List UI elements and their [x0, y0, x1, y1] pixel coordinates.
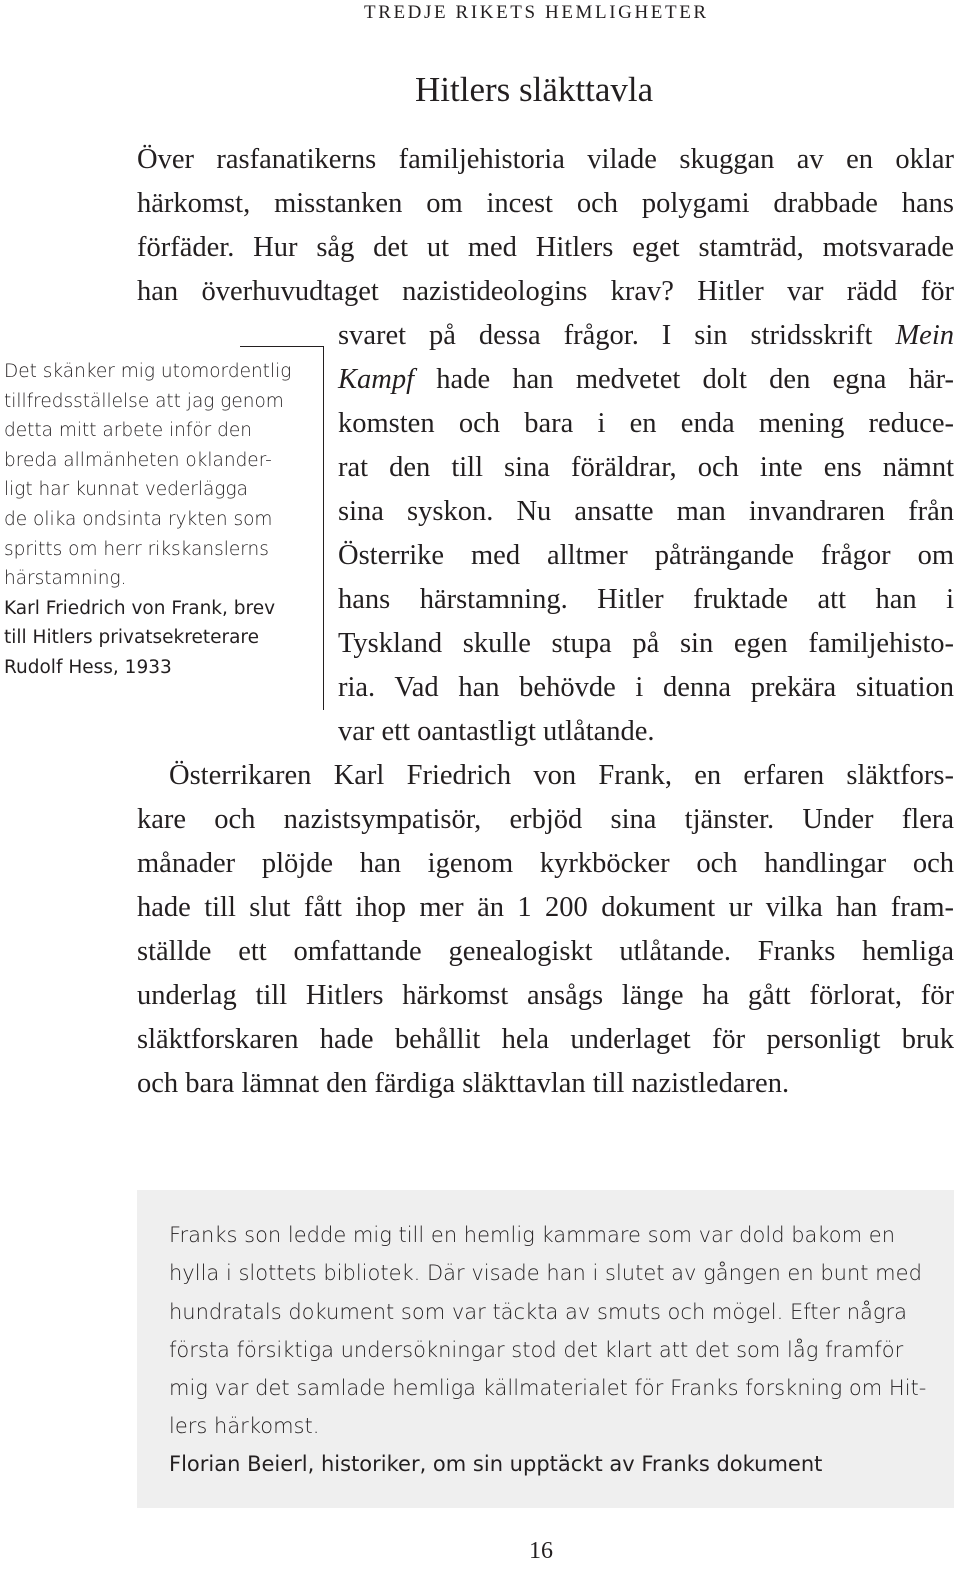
box-quote-line: Franks son ledde mig till en hemlig kammare som var dold bakom en: [169, 1223, 896, 1247]
sidebar-quote-line: detta mitt arbete inför den: [4, 420, 253, 442]
sidebar-quote-line: härstamning.: [4, 568, 127, 590]
intro-line-italic-kampf: Kampf hade han medvetet dolt den egna här-: [338, 364, 954, 395]
sidebar-quote-line: breda allmänheten oklander-: [4, 449, 272, 471]
body-line: underlag till Hitlers härkomst ansågs länge ha gått förlorat, för: [137, 980, 954, 1011]
box-quote-line: lers härkomst.: [169, 1414, 320, 1439]
body-paragraph: [137, 754, 954, 1106]
book-title-italic: Kampf: [338, 364, 415, 395]
intro-line: förfäder. Hur såg det ut med Hitlers eget stamträd, motsvarade: [137, 232, 954, 263]
intro-line: han överhuvudtaget nazistideologins krav? Hitler var rädd för: [137, 276, 954, 307]
intro-line: ria. Vad han behövde i denna prekära situation: [338, 672, 954, 703]
sidebar-quote-line: de olika ondsinta rykten som: [4, 508, 273, 530]
running-head: TREDJE RIKETS HEMLIGHETER: [364, 2, 709, 23]
box-quote: [137, 1190, 954, 1508]
book-title-italic: Mein: [895, 320, 954, 351]
intro-line: komsten och bara i en enda mening reduce-: [338, 408, 954, 439]
body-line: släktforskaren hade behållit hela underlaget för personligt bruk: [137, 1024, 954, 1055]
box-quote-line: mig var det samlade hemliga källmaterialet för Franks forskning om Hit-: [169, 1376, 927, 1401]
box-quote-line: hundratals dokument som var täckta av smuts och mögel. Efter några: [169, 1299, 907, 1324]
intro-line: rat den till sina föräldrar, och inte ens nämnt: [338, 452, 954, 483]
sidebar-quote: [4, 357, 304, 683]
body-line: Österrikaren Karl Friedrich von Frank, en erfaren släktfors-: [169, 760, 954, 791]
body-line: ställde ett omfattande genealogiskt utlåtande. Franks hemliga: [137, 936, 954, 967]
body-line: kare och nazistsympatisör, erbjöd sina tjänster. Under flera: [137, 804, 954, 835]
box-quote-line: första försiktiga undersökningar stod det klart att det som låg framför: [169, 1337, 904, 1362]
sidebar-quote-line: spritts om herr rikskanslerns: [4, 538, 269, 560]
sidebar-quote-line: Det skänker mig utomordentlig: [4, 361, 292, 382]
sidebar-rule-horizontal: [240, 346, 324, 347]
intro-line: sina syskon. Nu ansatte man invandraren från: [338, 496, 954, 527]
intro-paragraph-wide: [137, 138, 954, 314]
body-line: och bara lämnat den färdiga släkttavlan till nazistledaren.: [137, 1068, 790, 1099]
sidebar-attribution-line: Rudolf Hess, 1933: [4, 656, 172, 678]
sidebar-quote-line: ligt har kunnat vederlägga: [4, 479, 248, 501]
intro-line: Över rasfanatikerns familjehistoria vilade skuggan av en oklar: [137, 144, 954, 175]
body-line: hade till slut fått ihop mer än 1 200 dokument ur vilka han fram-: [137, 892, 954, 923]
page-number: 16: [529, 1538, 553, 1564]
intro-line-italic-mein: svaret på dessa frågor. I sin stridsskrift Mein: [338, 320, 954, 351]
sidebar-attribution-line: Karl Friedrich von Frank, brev: [4, 597, 276, 619]
intro-line: Tyskland skulle stupa på sin egen familjehisto-: [338, 628, 954, 659]
sidebar-quote-line: tillfredsställelse att jag genom: [4, 390, 284, 412]
sidebar-rule-vertical: [323, 346, 324, 710]
box-quote-text: [169, 1216, 929, 1446]
article-title: Hitlers släkttavla: [415, 70, 654, 109]
box-quote-attribution: Florian Beierl, historiker, om sin upptäckt av Franks dokument: [169, 1452, 823, 1476]
intro-line: hans härstamning. Hitler fruktade att han i: [338, 584, 954, 615]
intro-line: Österrike med alltmer påträngande frågor om: [338, 540, 954, 571]
intro-line: var ett oantastligt utlåtande.: [338, 716, 655, 747]
body-line: månader plöjde han igenom kyrkböcker och handlingar och: [137, 848, 954, 879]
box-quote-line: hylla i slottets bibliotek. Där visade han i slutet av gången en bunt med: [169, 1261, 922, 1286]
intro-paragraph-narrow: [338, 314, 954, 754]
intro-line: härkomst, misstanken om incest och polygami drabbade hans: [137, 188, 954, 219]
sidebar-attribution-line: till Hitlers privatsekreterare: [4, 627, 260, 649]
